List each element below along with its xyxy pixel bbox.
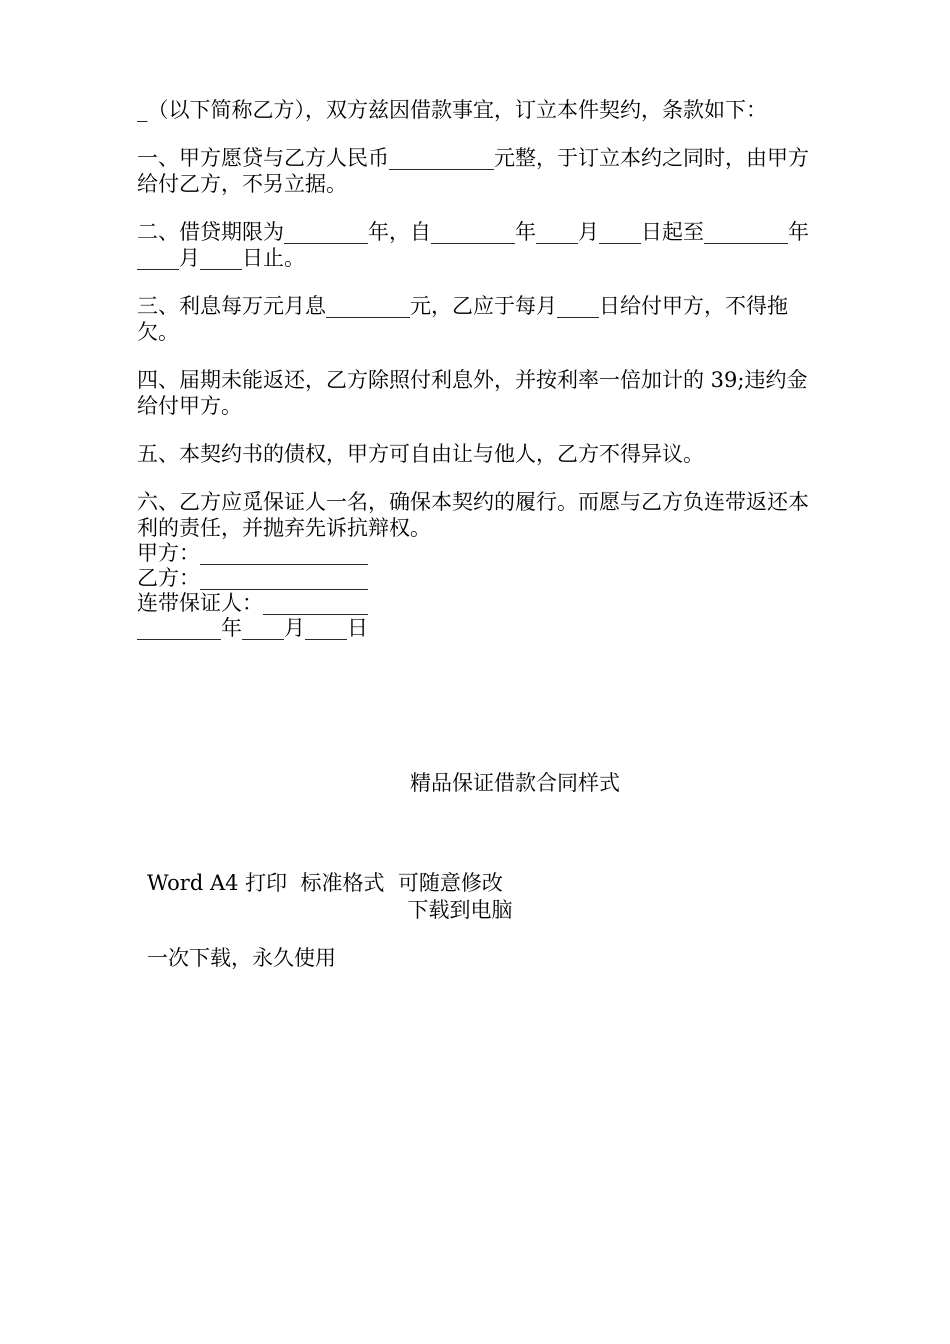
signature-block (137, 541, 817, 641)
clause-2: 二、借贷期限为________年，自________年____月____日起至________年____月____日止。 (137, 220, 809, 270)
clause-5: 五、本契约书的债权，甲方可自由让与他人，乙方不得异议。 (137, 442, 704, 466)
clause-1: 一、甲方愿贷与乙方人民币__________元整，于订立本约之同时，由甲方给付乙方，不另立据。 (137, 146, 809, 196)
download-link[interactable]: 下载到电脑 (407, 898, 513, 922)
clause-3: 三、利息每万元月息________元，乙应于每月____日给付甲方，不得拖欠。 (137, 294, 788, 344)
party-a-signature: 甲方：________________ (137, 541, 368, 565)
guarantor-signature: 连带保证人：__________ (137, 591, 368, 615)
party-b-signature: 乙方：________________ (137, 566, 368, 590)
signature-date: ________年____月____日 (137, 616, 368, 640)
clause-4: 四、届期未能返还，乙方除照付利息外，并按利率一倍加计的 39;违约金给付甲方。 (137, 368, 808, 418)
promo-line-usage: 一次下载，永久使用 (147, 946, 336, 970)
promo-title: 精品保证借款合同样式 (410, 771, 620, 795)
contract-body (137, 97, 817, 641)
promo-line-features: Word A4 打印 标准格式 可随意修改 (147, 871, 503, 895)
clause-6: 六、乙方应觅保证人一名，确保本契约的履行。而愿与乙方负连带返还本利的责任，并抛弃先诉抗辩权。 (137, 490, 809, 540)
intro-paragraph: _（以下简称乙方），双方兹因借款事宜，订立本件契约，条款如下： (137, 98, 767, 122)
